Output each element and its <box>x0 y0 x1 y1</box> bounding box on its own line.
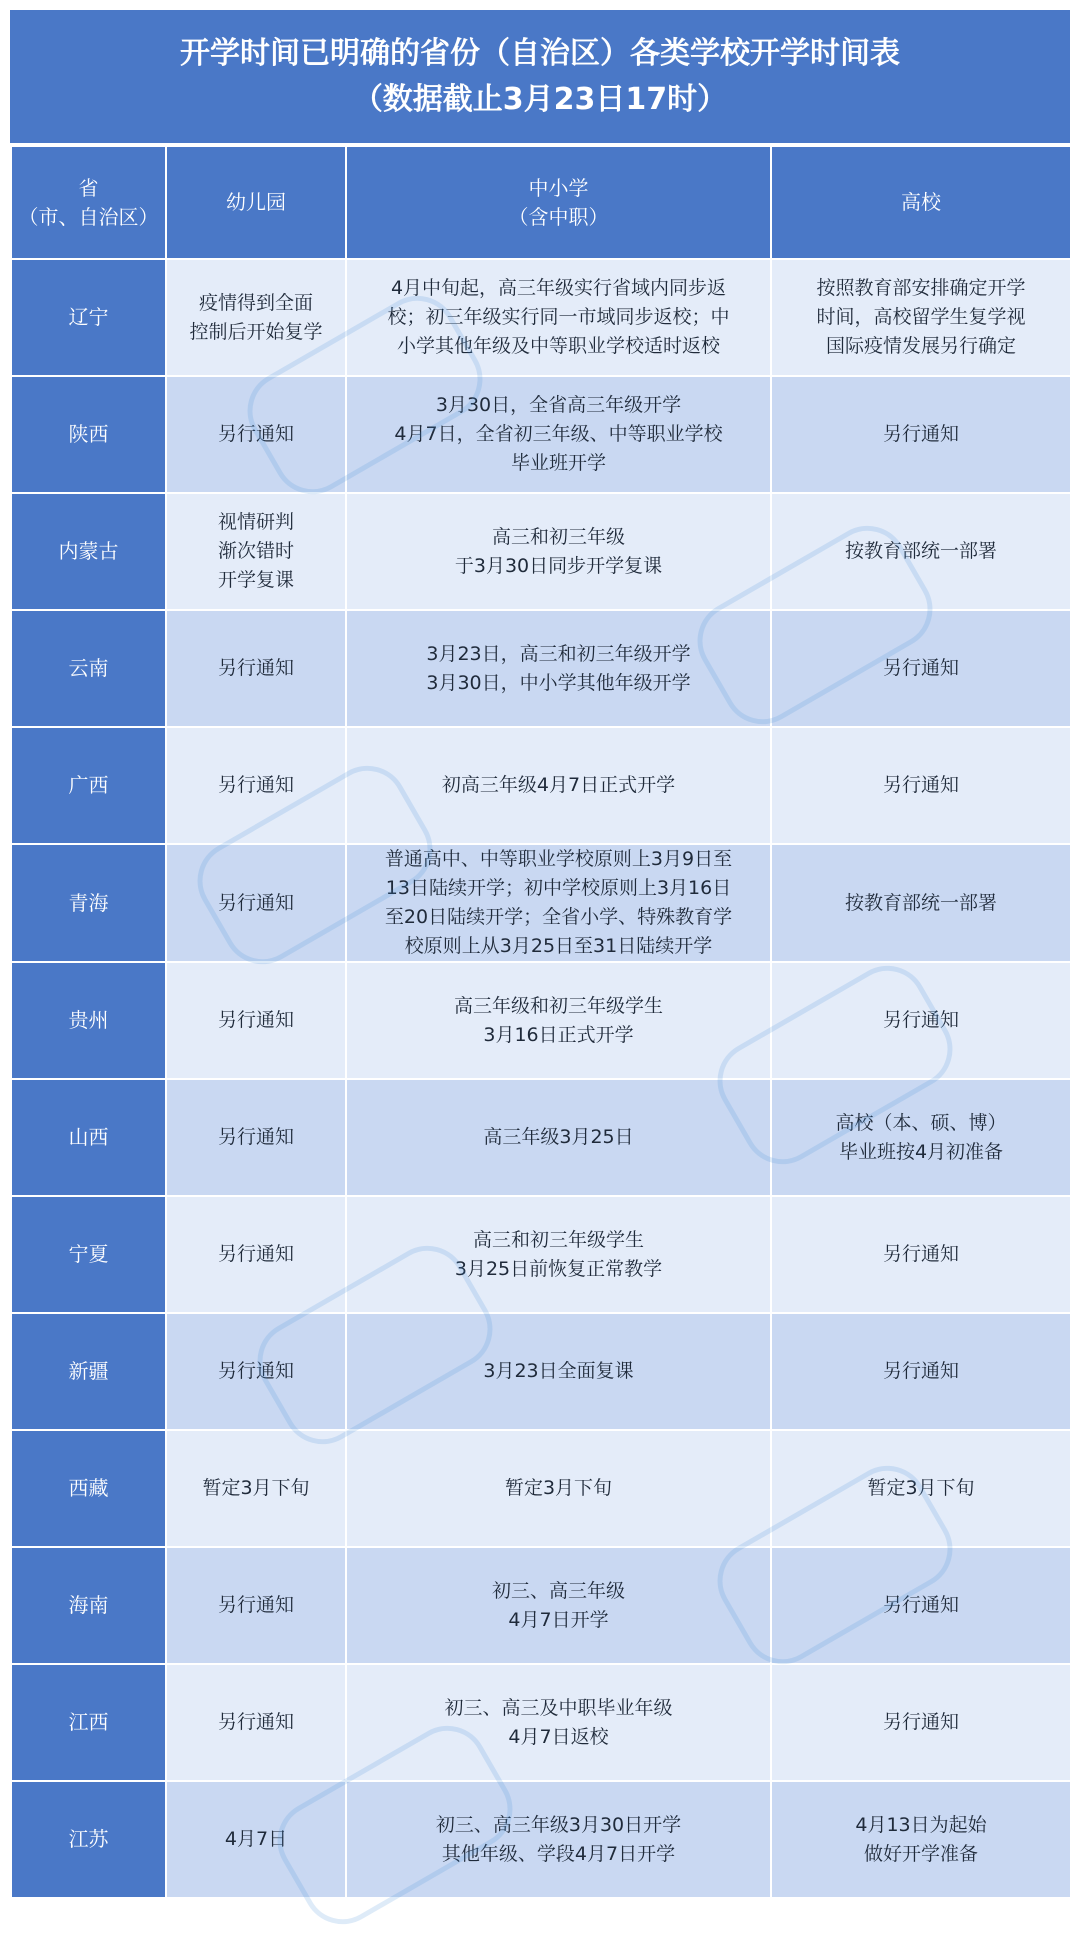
university-cell: 另行通知 <box>771 1196 1071 1313</box>
kindergarten-cell: 另行通知 <box>166 1547 346 1664</box>
table-row <box>11 962 1071 1079</box>
table-row <box>11 1079 1071 1196</box>
university-cell: 按教育部统一部署 <box>771 493 1071 610</box>
kindergarten-cell: 疫情得到全面 控制后开始复学 <box>166 259 346 376</box>
university-cell: 另行通知 <box>771 962 1071 1079</box>
header-kindergarten: 幼儿园 <box>166 146 346 259</box>
province-cell: 陕西 <box>11 376 166 493</box>
school-cell: 初三、高三年级3月30日开学 其他年级、学段4月7日开学 <box>346 1781 771 1898</box>
province-cell: 辽宁 <box>11 259 166 376</box>
university-cell: 另行通知 <box>771 727 1071 844</box>
table-row <box>11 1664 1071 1781</box>
province-cell: 新疆 <box>11 1313 166 1430</box>
kindergarten-cell: 暂定3月下旬 <box>166 1430 346 1547</box>
province-cell: 江西 <box>11 1664 166 1781</box>
kindergarten-cell: 另行通知 <box>166 610 346 727</box>
table-row <box>11 376 1071 493</box>
kindergarten-cell: 另行通知 <box>166 844 346 962</box>
province-cell: 宁夏 <box>11 1196 166 1313</box>
table-row <box>11 844 1071 962</box>
title-line-2: （数据截止3月23日17时） <box>352 81 728 117</box>
province-cell: 内蒙古 <box>11 493 166 610</box>
university-cell: 另行通知 <box>771 610 1071 727</box>
university-cell: 另行通知 <box>771 376 1071 493</box>
header-province: 省 （市、自治区） <box>11 146 166 259</box>
title-line-1: 开学时间已明确的省份（自治区）各类学校开学时间表 <box>180 35 900 71</box>
kindergarten-cell: 另行通知 <box>166 1664 346 1781</box>
table-row <box>11 1547 1071 1664</box>
kindergarten-cell: 视情研判 渐次错时 开学复课 <box>166 493 346 610</box>
header-school: 中小学 （含中职） <box>346 146 771 259</box>
province-cell: 山西 <box>11 1079 166 1196</box>
province-cell: 贵州 <box>11 962 166 1079</box>
school-cell: 高三和初三年级 于3月30日同步开学复课 <box>346 493 771 610</box>
school-cell: 高三年级和初三年级学生 3月16日正式开学 <box>346 962 771 1079</box>
schedule-table <box>10 145 1072 1899</box>
school-cell: 3月23日全面复课 <box>346 1313 771 1430</box>
kindergarten-cell: 另行通知 <box>166 1313 346 1430</box>
table-row <box>11 1313 1071 1430</box>
school-cell: 高三年级3月25日 <box>346 1079 771 1196</box>
kindergarten-cell: 另行通知 <box>166 727 346 844</box>
school-cell: 3月30日，全省高三年级开学 4月7日，全省初三年级、中等职业学校 毕业班开学 <box>346 376 771 493</box>
university-cell: 4月13日为起始 做好开学准备 <box>771 1781 1071 1898</box>
header-university: 高校 <box>771 146 1071 259</box>
province-cell: 青海 <box>11 844 166 962</box>
province-cell: 西藏 <box>11 1430 166 1547</box>
table-row <box>11 259 1071 376</box>
school-cell: 3月23日，高三和初三年级开学 3月30日，中小学其他年级开学 <box>346 610 771 727</box>
university-cell: 暂定3月下旬 <box>771 1430 1071 1547</box>
school-cell: 暂定3月下旬 <box>346 1430 771 1547</box>
university-cell: 按照教育部安排确定开学 时间，高校留学生复学视 国际疫情发展另行确定 <box>771 259 1071 376</box>
school-cell: 初三、高三及中职毕业年级 4月7日返校 <box>346 1664 771 1781</box>
university-cell: 高校（本、硕、博） 毕业班按4月初准备 <box>771 1079 1071 1196</box>
school-cell: 4月中旬起，高三年级实行省域内同步返 校；初三年级实行同一市域同步返校；中 小学其他年级及中等职业学校适时返校 <box>346 259 771 376</box>
university-cell: 另行通知 <box>771 1547 1071 1664</box>
table-row <box>11 1430 1071 1547</box>
school-cell: 高三和初三年级学生 3月25日前恢复正常教学 <box>346 1196 771 1313</box>
province-cell: 江苏 <box>11 1781 166 1898</box>
school-cell: 初三、高三年级 4月7日开学 <box>346 1547 771 1664</box>
university-cell: 另行通知 <box>771 1313 1071 1430</box>
province-cell: 海南 <box>11 1547 166 1664</box>
school-cell: 普通高中、中等职业学校原则上3月9日至 13日陆续开学；初中学校原则上3月16日 至20日陆续开学；全省小学、特殊教育学 校原则上从3月25日至31日陆续开学 <box>346 844 771 962</box>
schedule-table-frame <box>10 10 1070 1906</box>
kindergarten-cell: 另行通知 <box>166 1079 346 1196</box>
university-cell: 另行通知 <box>771 1664 1071 1781</box>
table-row <box>11 610 1071 727</box>
kindergarten-cell: 4月7日 <box>166 1781 346 1898</box>
school-cell: 初高三年级4月7日正式开学 <box>346 727 771 844</box>
kindergarten-cell: 另行通知 <box>166 962 346 1079</box>
kindergarten-cell: 另行通知 <box>166 1196 346 1313</box>
kindergarten-cell: 另行通知 <box>166 376 346 493</box>
table-row <box>11 493 1071 610</box>
table-title <box>10 10 1070 143</box>
province-cell: 云南 <box>11 610 166 727</box>
table-row <box>11 1781 1071 1898</box>
province-cell: 广西 <box>11 727 166 844</box>
university-cell: 按教育部统一部署 <box>771 844 1071 962</box>
table-row <box>11 1196 1071 1313</box>
table-row <box>11 727 1071 844</box>
header-row <box>11 146 1071 259</box>
